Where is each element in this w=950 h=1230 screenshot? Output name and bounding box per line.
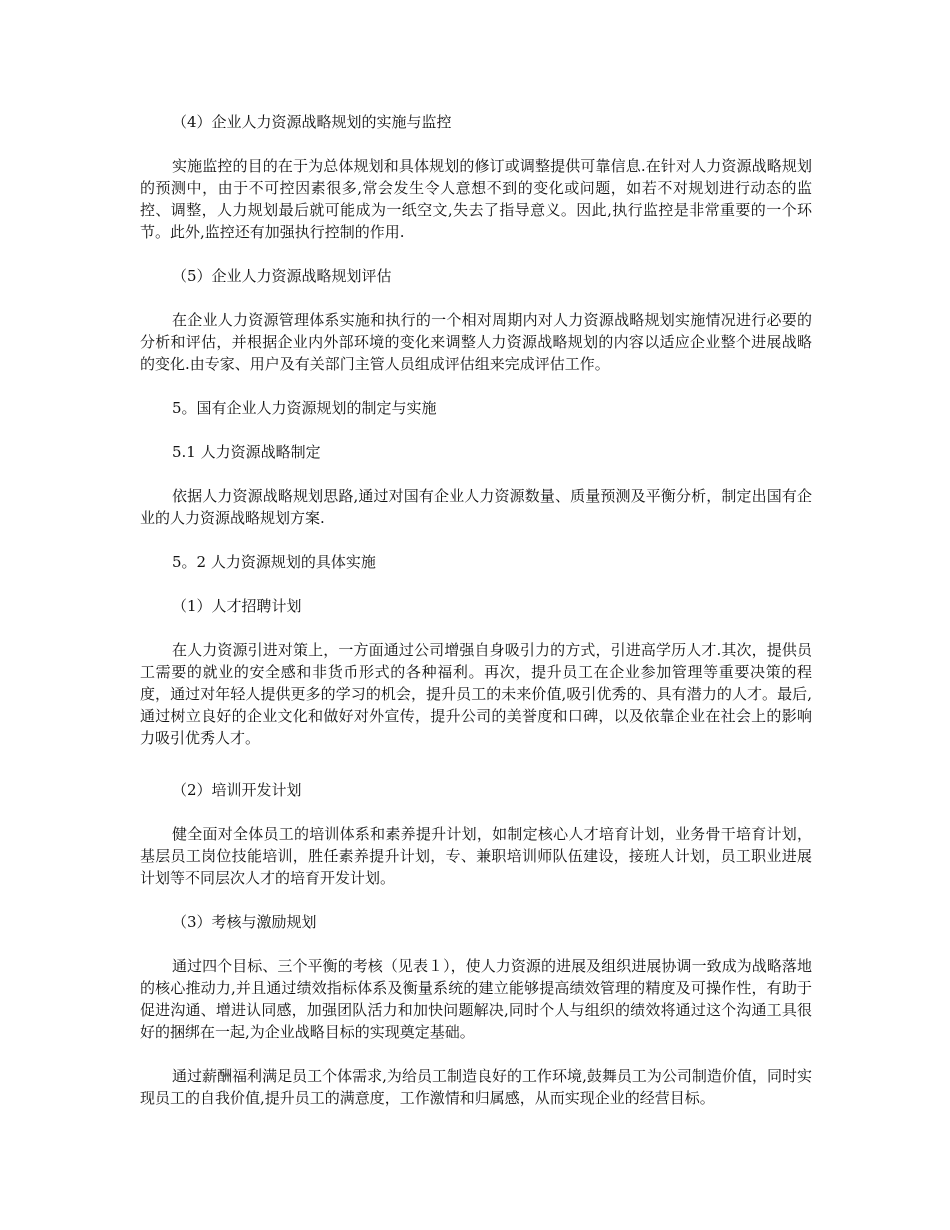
paragraph-monitoring: 实施监控的目的在于为总体规划和具体规划的修订或调整提供可靠信息.在针对人力资源战略规划的预测中，由于不可控因素很多,常会发生令人意想不到的变化或问题，如若不对规划进行动态的监控、调整，人力规划最后就可能成为一纸空文,失去了指导意义。因此,执行监控是非常重要的一个环节。此外,监控还有加强执行控制的作用. xyxy=(140,157,812,241)
subheading-evaluation: （5）企业人力资源战略规划评估 xyxy=(172,267,392,285)
subheading-monitoring: （4）企业人力资源战略规划的实施与监控 xyxy=(172,113,452,131)
section-heading-5-1: 5.1 人力资源战略制定 xyxy=(172,443,321,461)
subheading-training: （2）培训开发计划 xyxy=(172,781,302,799)
section-heading-5: 5。国有企业人力资源规划的制定与实施 xyxy=(172,399,437,417)
paragraph-strategy: 依据人力资源战略规划思路,通过对国有企业人力资源数量、质量预测及平衡分析，制定出国有企业的人力资源战略规划方案. xyxy=(140,487,812,527)
subheading-recruitment: （1）人才招聘计划 xyxy=(172,597,302,615)
paragraph-compensation: 通过薪酬福利满足员工个体需求,为给员工制造良好的工作环境,鼓舞员工为公司制造价值，同时实现员工的自我价值,提升员工的满意度，工作激情和归属感，从而实现企业的经营目标。 xyxy=(140,1067,812,1107)
paragraph-training: 健全面对全体员工的培训体系和素养提升计划，如制定核心人才培育计划，业务骨干培育计划，基层员工岗位技能培训，胜任素养提升计划，专、兼职培训师队伍建设，接班人计划，员工职业进展计划等不同层次人才的培育开发计划。 xyxy=(140,825,812,887)
section-heading-5-2: 5。2 人力资源规划的具体实施 xyxy=(172,553,376,571)
subheading-assessment: （3）考核与激励规划 xyxy=(172,913,317,931)
paragraph-assessment: 通过四个目标、三个平衡的考核（见表１），使人力资源的进展及组织进展协调一致成为战略落地的核心推动力,并且通过绩效指标体系及衡量系统的建立能够提高绩效管理的精度及可操作性，有助于促进沟通、增进认同感，加强团队活力和加快问题解决,同时个人与组织的绩效将通过这个沟通工具很好的捆绑在一起,为企业战略目标的实现奠定基础。 xyxy=(140,957,812,1041)
paragraph-evaluation: 在企业人力资源管理体系实施和执行的一个相对周期内对人力资源战略规划实施情况进行必要的分析和评估，并根据企业内外部环境的变化来调整人力资源战略规划的内容以适应企业整个进展战略的变化.由专家、用户及有关部门主管人员组成评估组来完成评估工作。 xyxy=(140,311,812,373)
paragraph-recruitment: 在人力资源引进对策上，一方面通过公司增强自身吸引力的方式，引进高学历人才.其次，提供员工需要的就业的安全感和非货币形式的各种福利。再次，提升员工在企业参加管理等重要决策的程度，通过对年轻人提供更多的学习的机会，提升员工的未来价值,吸引优秀的、具有潜力的人才。最后,通过树立良好的企业文化和做好对外宣传，提升公司的美誉度和口碑，以及依靠企业在社会上的影响力吸引优秀人才。 xyxy=(140,641,812,747)
